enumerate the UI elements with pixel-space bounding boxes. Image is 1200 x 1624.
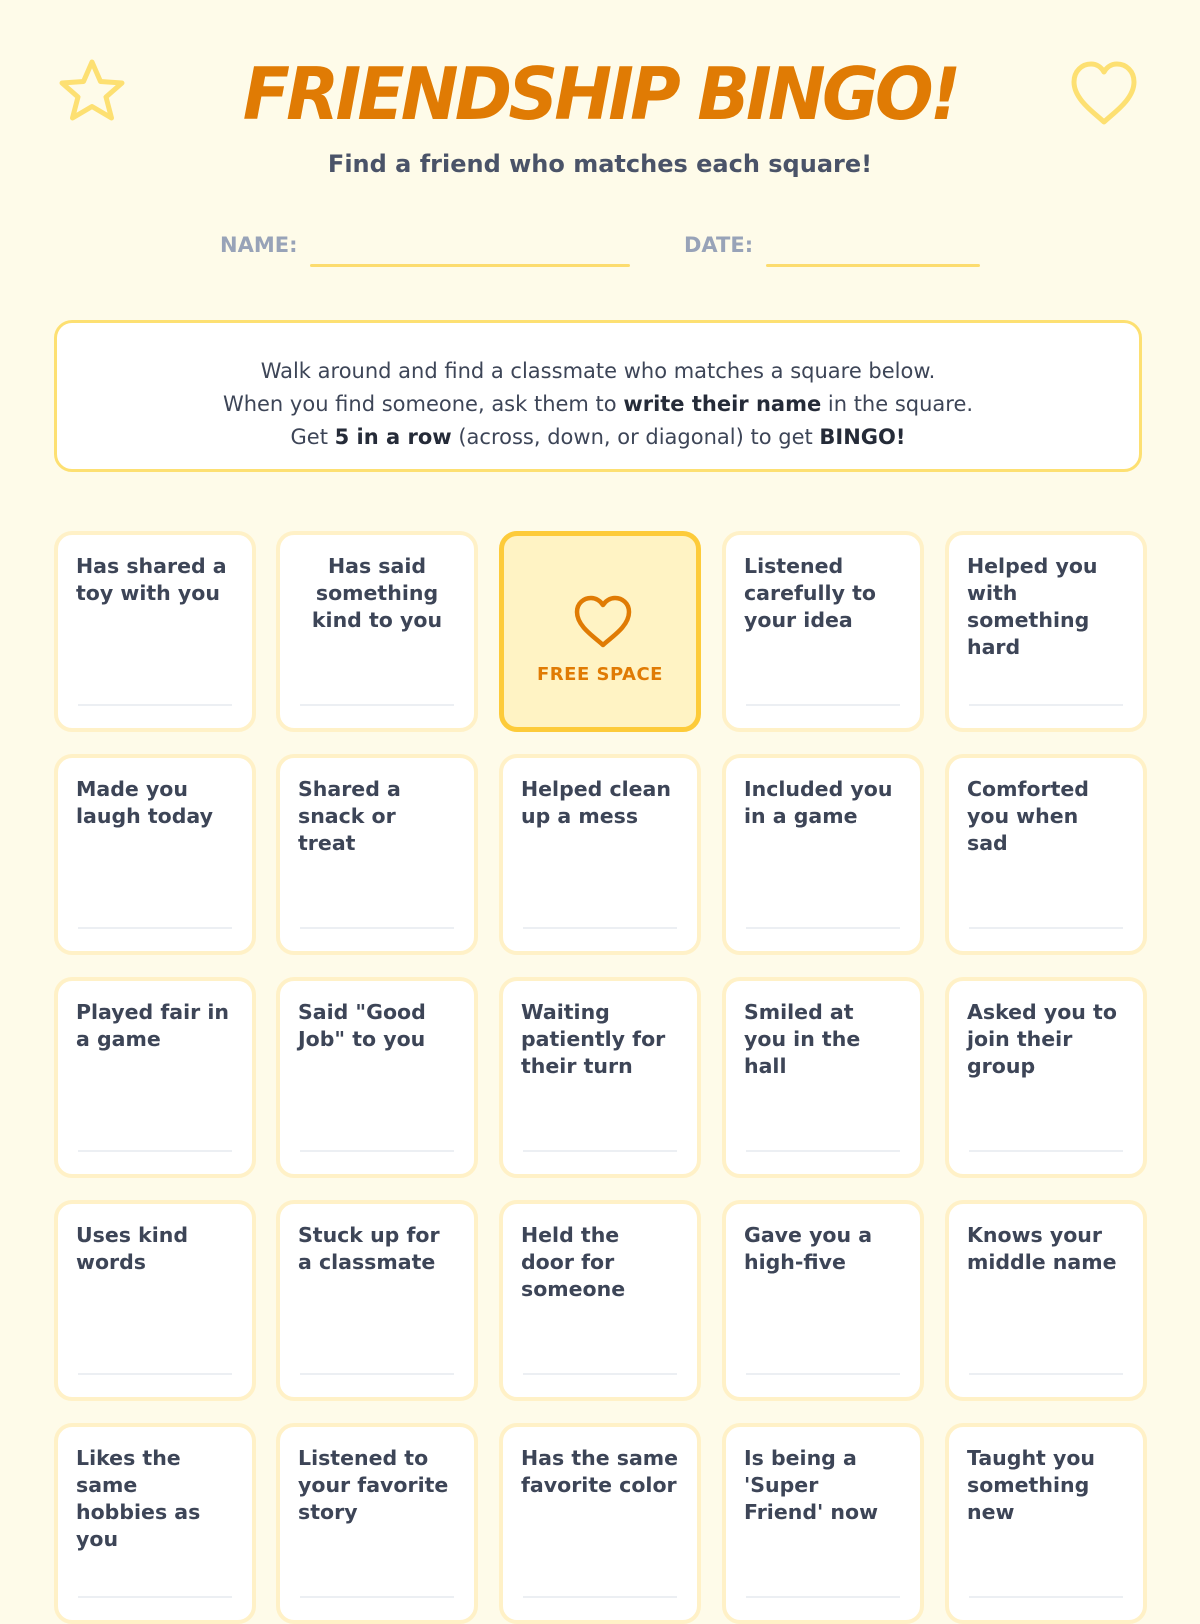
bingo-cell-text: Has said something kind to you — [311, 554, 443, 632]
bingo-cell[interactable] — [722, 754, 924, 955]
signature-line — [300, 1150, 454, 1152]
signature-line — [969, 1373, 1123, 1375]
name-label: NAME: — [220, 233, 298, 257]
bingo-cell-text: Comforted you when sad — [967, 777, 1089, 855]
bingo-cell[interactable] — [722, 531, 924, 732]
bingo-cell-text: Played fair in a game — [76, 1000, 229, 1051]
bingo-cell-text: Asked you to join their group — [967, 1000, 1117, 1078]
bingo-cell[interactable] — [499, 1200, 701, 1401]
instructions-box — [54, 320, 1142, 472]
signature-line — [523, 1150, 677, 1152]
bingo-cell[interactable] — [945, 1423, 1147, 1624]
bingo-cell[interactable] — [54, 977, 256, 1178]
signature-line — [523, 1373, 677, 1375]
signature-line — [300, 1596, 454, 1598]
signature-line — [78, 1150, 232, 1152]
bingo-cell[interactable] — [276, 1423, 478, 1624]
bingo-cell[interactable] — [276, 1200, 478, 1401]
bingo-cell-text: Made you laugh today — [76, 777, 213, 828]
bingo-cell[interactable] — [945, 754, 1147, 955]
signature-line — [300, 1373, 454, 1375]
bingo-cell[interactable] — [54, 754, 256, 955]
subtitle: Find a friend who matches each square! — [327, 150, 873, 178]
bingo-cell-text: Helped clean up a mess — [521, 777, 671, 828]
signature-line — [969, 1150, 1123, 1152]
signature-line — [746, 1373, 900, 1375]
bingo-cell[interactable] — [499, 754, 701, 955]
bingo-cell-text: Shared a snack or treat — [298, 777, 401, 855]
instruction-line-2: When you find someone, ask them to write their name in the square. — [222, 392, 974, 416]
bingo-cell[interactable] — [945, 531, 1147, 732]
bingo-cell-text: Listened carefully to your idea — [744, 554, 876, 632]
signature-line — [78, 704, 232, 706]
bingo-cell-text: Held the door for someone — [521, 1223, 626, 1301]
bingo-cell[interactable] — [276, 531, 478, 732]
bingo-cell[interactable] — [499, 977, 701, 1178]
instruction-line-1: Walk around and find a classmate who matches a square below. — [260, 359, 936, 383]
bingo-cell-text: Smiled at you in the hall — [744, 1000, 861, 1078]
signature-line — [78, 927, 232, 929]
bingo-cell[interactable] — [54, 531, 256, 732]
bingo-cell-text: Is being a 'Super Friend' now — [744, 1446, 879, 1524]
bingo-cell-text: Listened to your favorite story — [298, 1446, 449, 1524]
signature-line — [746, 1150, 900, 1152]
bingo-cell[interactable] — [276, 977, 478, 1178]
bingo-cell[interactable] — [945, 1200, 1147, 1401]
signature-line — [746, 1596, 900, 1598]
signature-line — [300, 927, 454, 929]
signature-line — [523, 1596, 677, 1598]
bingo-cell[interactable] — [945, 977, 1147, 1178]
page-title: FRIENDSHIP BINGO! — [242, 52, 958, 136]
bingo-cell[interactable] — [276, 754, 478, 955]
bingo-cell-text: Knows your middle name — [967, 1223, 1117, 1274]
bingo-cell-text: Waiting patiently for their turn — [521, 1000, 666, 1078]
instruction-line-3: Get 5 in a row (across, down, or diagonal) to get BINGO! — [290, 425, 906, 449]
date-field[interactable] — [766, 264, 980, 267]
bingo-cell-text: Likes the same hobbies as you — [76, 1446, 201, 1551]
bingo-cell[interactable] — [722, 1423, 924, 1624]
signature-line — [969, 1596, 1123, 1598]
date-label: DATE: — [684, 233, 754, 257]
signature-line — [969, 704, 1123, 706]
free-space-cell[interactable] — [499, 531, 701, 732]
bingo-cell[interactable] — [54, 1423, 256, 1624]
signature-line — [78, 1596, 232, 1598]
bingo-cell[interactable] — [722, 1200, 924, 1401]
signature-line — [746, 704, 900, 706]
name-field[interactable] — [310, 264, 630, 267]
bingo-cell[interactable] — [722, 977, 924, 1178]
bingo-cell-text: Said "Good Job" to you — [298, 1000, 426, 1051]
signature-line — [746, 927, 900, 929]
free-space-label: FREE SPACE — [537, 664, 663, 685]
bingo-cell-text: Taught you something new — [967, 1446, 1096, 1524]
bingo-cell-text: Uses kind words — [76, 1223, 189, 1274]
heart-icon — [571, 593, 635, 651]
bingo-cell-text: Helped you with something hard — [967, 554, 1098, 659]
signature-line — [78, 1373, 232, 1375]
bingo-cell-text: Has the same favorite color — [521, 1446, 679, 1497]
bingo-cell[interactable] — [54, 1200, 256, 1401]
signature-line — [523, 927, 677, 929]
bingo-cell[interactable] — [499, 1423, 701, 1624]
signature-line — [969, 927, 1123, 929]
signature-line — [300, 704, 454, 706]
bingo-cell-text: Stuck up for a classmate — [298, 1223, 440, 1274]
bingo-cell-text: Included you in a game — [744, 777, 893, 828]
bingo-cell-text: Has shared a toy with you — [76, 554, 227, 605]
bingo-cell-text: Gave you a high-five — [744, 1223, 873, 1274]
heart-icon — [1066, 58, 1142, 130]
